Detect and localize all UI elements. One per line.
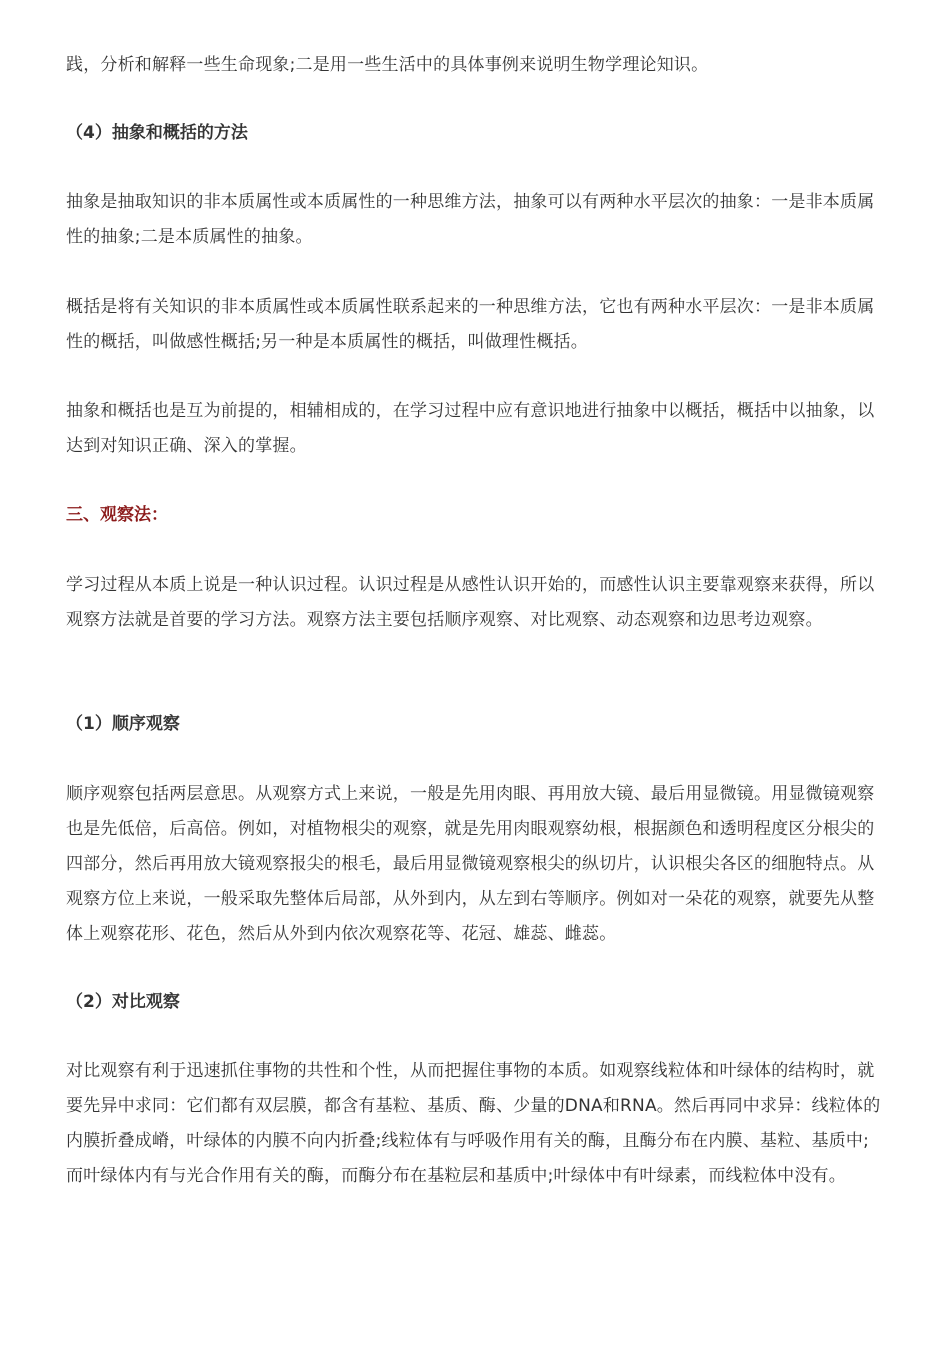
subheading-sequential-observation: （1）顺序观察 <box>66 714 180 734</box>
paragraph-comparative-observation: 对比观察有利于迅速抓住事物的共性和个性，从而把握住事物的本质。如观察线粒体和叶绿体的结构时，就要先异中求同：它们都有双层膜，都含有基粒、基质、酶、少量的DNA和RNA。然后再同中求异：线粒体的内膜折叠成嵴，叶绿体的内膜不向内折叠;线粒体有与呼吸作用有关的酶，且酶分布在内膜、基粒、基质中;而叶绿体内有与光合作用有关的酶，而酶分布在基粒层和基质中;叶绿体中有叶绿素，而线粒体中没有。 <box>66 1061 881 1186</box>
paragraph-abstraction: 抽象是抽取知识的非本质属性或本质属性的一种思维方法，抽象可以有两种水平层次的抽象：一是非本质属性的抽象;二是本质属性的抽象。 <box>66 192 875 247</box>
paragraph-intro-continuation: 践，分析和解释一些生命现象;二是用一些生活中的具体事例来说明生物学理论知识。 <box>66 55 709 75</box>
section-heading-observation: 三、观察法： <box>66 505 168 525</box>
paragraph-observation-intro: 学习过程从本质上说是一种认识过程。认识过程是从感性认识开始的，而感性认识主要靠观察来获得，所以观察方法就是首要的学习方法。观察方法主要包括顺序观察、对比观察、动态观察和边思考边观察。 <box>66 575 875 630</box>
paragraph-abstraction-and-generalization: 抽象和概括也是互为前提的，相辅相成的，在学习过程中应有意识地进行抽象中以概括，概括中以抽象，以达到对知识正确、深入的掌握。 <box>66 401 875 456</box>
subheading-comparative-observation: （2）对比观察 <box>66 992 180 1012</box>
paragraph-generalization: 概括是将有关知识的非本质属性或本质属性联系起来的一种思维方法，它也有两种水平层次：一是非本质属性的概括，叫做感性概括;另一种是本质属性的概括，叫做理性概括。 <box>66 297 875 352</box>
paragraph-sequential-observation: 顺序观察包括两层意思。从观察方式上来说，一般是先用肉眼、再用放大镜、最后用显微镜。用显微镜观察也是先低倍，后高倍。例如，对植物根尖的观察，就是先用肉眼观察幼根，根据颜色和透明程度区分根尖的四部分，然后再用放大镜观察报尖的根毛，最后用显微镜观察根尖的纵切片，认识根尖各区的细胞特点。从观察方位上来说，一般采取先整体后局部，从外到内，从左到右等顺序。例如对一朵花的观察，就要先从整体上观察花形、花色，然后从外到内依次观察花等、花冠、雄蕊、雌蕊。 <box>66 784 875 944</box>
subheading-abstraction-generalization: （4）抽象和概括的方法 <box>66 123 248 143</box>
